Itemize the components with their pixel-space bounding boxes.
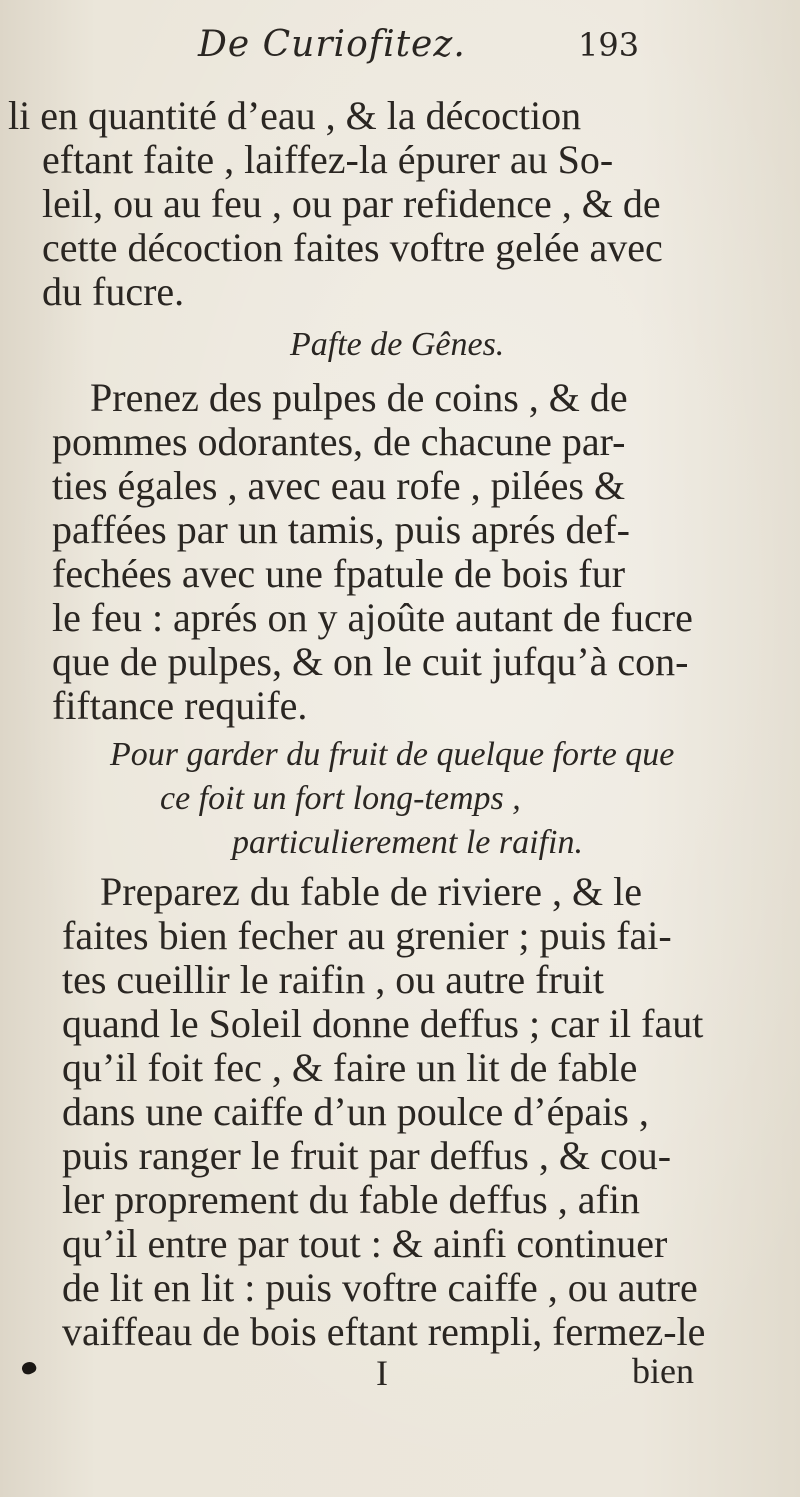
text-line: paffées par un tamis, puis aprés def- [52,507,630,552]
text-line: de lit en lit : puis voftre caiffe , ou autre [62,1265,698,1310]
text-line: Preparez du fable de riviere , & le [100,869,642,914]
text-line: le feu : aprés on y ajoûte autant de fucre [52,595,693,640]
text-line: dans une caiffe d’un poulce d’épais , [62,1089,649,1134]
text-line: eftant faite , laiffez-la épurer au So- [42,137,614,182]
section-heading-line: particulierement le raifin. [232,824,583,861]
text-line: du fucre. [42,269,185,314]
text-line: ties égales , avec eau rofe , pilées & [52,463,626,508]
signature-mark: I [376,1353,388,1393]
text-line: fiftance requife. [52,683,308,728]
text-line: Prenez des pulpes de coins , & de [90,375,628,420]
running-title: De Curiofitez. [198,24,466,65]
section-heading-line: ce foit un fort long-temps , [160,780,521,817]
text-line: faites bien fecher au grenier ; puis fai- [62,913,672,958]
text-line: puis ranger le fruit par deffus , & cou- [62,1133,672,1178]
text-line: leil, ou au feu , ou par refidence , & de [42,181,661,226]
text-line: tes cueillir le raifin , ou autre fruit [62,957,605,1002]
text-line: cette décoction faites voftre gelée avec [42,225,663,270]
page-header [0,8,800,68]
page-number: 193 [578,26,640,64]
text-line: vaiffeau de bois eftant rempli, fermez-le [62,1309,706,1354]
text-line: qu’il entre par tout : & ainfi continuer [62,1221,668,1266]
text-line: ler proprement du fable deffus , afin [62,1177,640,1222]
text-line: pommes odorantes, de chacune par- [52,419,626,464]
text-line: li en quantité d’eau , & la décoction [8,93,582,138]
text-line: quand le Soleil donne deffus ; car il faut [62,1001,704,1046]
ink-smudge [20,1360,38,1377]
section-heading: Pafte de Gênes. [290,326,505,363]
text-line: qu’il foit fec , & faire un lit de fable [62,1045,638,1090]
section-heading-line: Pour garder du fruit de quelque forte que [110,736,675,773]
text-line: fechées avec une fpatule de bois fur [52,551,626,596]
catchword: bien [632,1351,694,1391]
text-line: que de pulpes, & on le cuit jufqu’à con- [52,639,689,684]
